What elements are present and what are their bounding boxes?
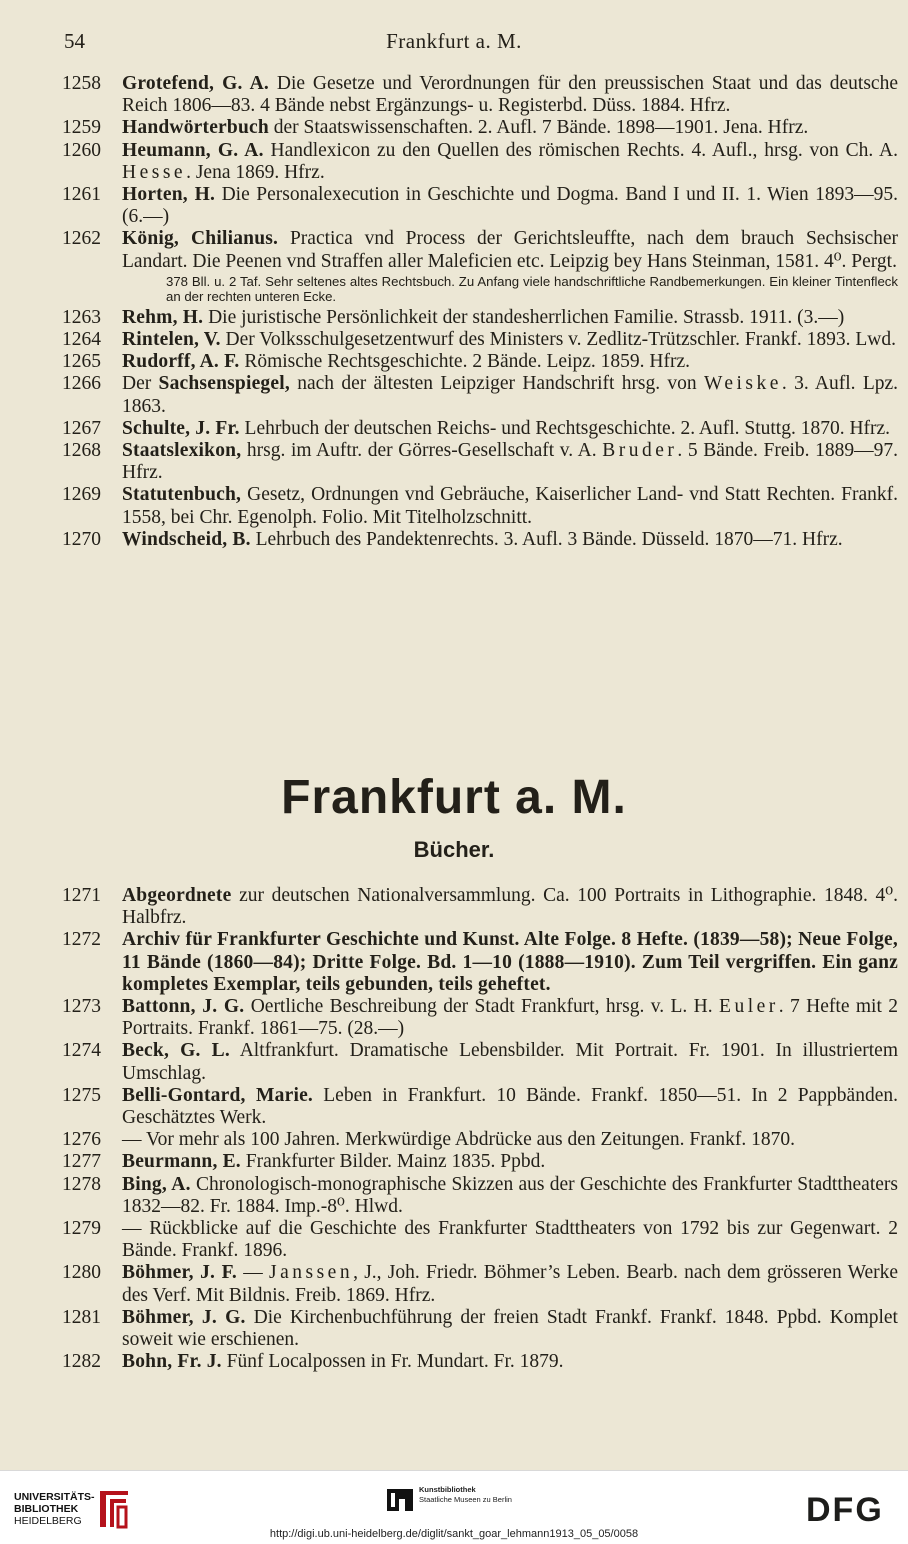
catalog-entry [58, 1174, 898, 1218]
section-subtitle: Bücher. [413, 837, 495, 862]
entry-author: Windscheid, B. [122, 528, 251, 550]
section-title: Frankfurt a. M. [281, 771, 627, 824]
entry-spaced-name: Hesse [122, 161, 187, 183]
page-number: 54 [64, 29, 85, 53]
entry-text: Leben in Frankfurt. 10 Bände. Frankf. 1850—51. In 2 Pappbänden. Geschätztes Werk. [122, 1084, 898, 1129]
catalog-entry [58, 1151, 898, 1173]
heidelberg-logo-icon [96, 1487, 132, 1531]
catalog-entry [58, 1262, 898, 1306]
page-header [0, 29, 908, 59]
entry-number: 1259 [62, 117, 101, 139]
entry-number: 1266 [62, 373, 101, 395]
catalog-entry [58, 373, 898, 417]
entry-author: Heumann, G. A. [122, 139, 264, 161]
entry-number: 1273 [62, 996, 101, 1018]
permalink-url[interactable]: http://digi.ub.uni-heidelberg.de/diglit/sankt_goar_lehmann1913_05_05/0058 [269, 1528, 639, 1540]
catalog-entry [58, 117, 898, 139]
kunstbibliothek-logo[interactable] [387, 1483, 547, 1523]
entry-text: der Staatswissenschaften. 2. Aufl. 7 Bände. 1898—1901. Jena. Hfrz. [268, 117, 809, 139]
catalog-entry [58, 484, 898, 528]
entry-number: 1278 [62, 1173, 101, 1195]
entry-number: 1280 [62, 1262, 101, 1284]
entry-text-continued: . 3. Aufl. Lpz. 1863. [122, 373, 899, 417]
university-library-name: UNIVERSITÄTS- BIBLIOTHEK HEIDELBERG [14, 1491, 95, 1527]
entry-author: Bing, A. [122, 1173, 191, 1195]
entry-text: Die juristische Persönlichkeit der standesherrlichen Familie. Strassb. 1911. (3.—) [203, 306, 845, 328]
catalog-entry [58, 307, 898, 329]
entry-text: hrsg. im Auftr. der Görres-Gesellschaft v. A. [241, 440, 603, 462]
entry-author: König, Chilianus. [122, 228, 279, 250]
entry-number: 1281 [62, 1306, 101, 1328]
entry-text: Fünf Localpossen in Fr. Mundart. Fr. 1879. [221, 1351, 564, 1373]
entry-author: Statutenbuch, [122, 484, 242, 506]
entry-author: Schulte, J. Fr. [122, 417, 240, 439]
entry-number: 1271 [62, 885, 101, 906]
entry-author: Archiv für Frankfurter Geschichte und Kunst. Alte Folge. 8 Hefte. (1839—58); Neue Folge, 11 Bände (1860—84); Dritte Folge. Bd. 1—10 (1888—1910). Zum Teil vergriffen. Ein ganz kompletes Exemplar, teils gebunden, teils geheftet. [122, 929, 898, 995]
entry-number: 1261 [62, 184, 101, 206]
entry-text: Chronologisch-monographische Skizzen aus der Geschichte des Frankfurter Stadttheaters 1832—82. Fr. 1884. Imp.-8⁰. Hlwd. [122, 1173, 898, 1217]
kunstbibliothek-name: Kunstbibliothek [419, 1485, 476, 1494]
entry-spaced-name: Weiske [703, 373, 782, 395]
entry-author: Rehm, H. [122, 306, 204, 328]
catalog-entry [58, 885, 898, 929]
entry-author: Abgeordnete [122, 885, 232, 906]
entry-number: 1260 [62, 139, 101, 161]
catalog-entry [58, 1307, 898, 1351]
entry-author: Böhmer, J. G. [122, 1306, 246, 1328]
catalog-entry [58, 329, 898, 351]
entry-text: Altfrankfurt. Dramatische Lebensbilder. Mit Portrait. Fr. 1901. In illustriertem Umschlag. [122, 1040, 898, 1084]
kunstbibliothek-icon [387, 1489, 413, 1511]
dfg-logo[interactable]: DFG [806, 1491, 884, 1529]
entry-author: Rintelen, V. [122, 329, 221, 351]
catalog-entry [58, 1129, 898, 1151]
catalog-entry [58, 929, 898, 996]
catalog-entry [58, 440, 898, 484]
entry-text: zur deutschen Nationalversammlung. Ca. 100 Portraits in Lithographie. 1848. 4⁰. Halbfrz. [122, 885, 898, 929]
entry-text: Oertliche Beschreibung der Stadt Frankfurt, hrsg. v. L. H. [244, 996, 720, 1018]
kunstbibliothek-subtitle: Staatliche Museen zu Berlin [419, 1495, 512, 1504]
entry-list-books [58, 885, 898, 1373]
entry-author: Staatslexikon, [122, 440, 242, 462]
entry-number: 1276 [62, 1129, 101, 1151]
entry-text: — Rückblicke auf die Geschichte des Frankfurter Stadttheaters von 1792 bis zur Gegenwart. 2 Bände. Frankf. 1896. [122, 1218, 898, 1262]
footer-bar [0, 1470, 908, 1544]
catalog-entry [58, 1085, 898, 1129]
catalog-entry [58, 1040, 898, 1084]
entry-author: Horten, H. [122, 184, 216, 206]
catalog-entry [58, 73, 898, 117]
entry-text: Die Gesetze und Verordnungen für den preussischen Staat und das deutsche Reich 1806—83. 4 Bände nebst Ergänzungs- u. Registerbd. Düss. 1884. Hfrz. [122, 73, 898, 117]
entry-number: 1258 [62, 73, 101, 94]
entry-text: Die Personalexecution in Geschichte und Dogma. Band I und II. 1. Wien 1893—95. (6.—) [122, 184, 899, 228]
entry-note: 378 Bll. u. 2 Taf. Sehr seltenes altes Rechtsbuch. Zu Anfang viele handschriftliche Randbemerkungen. Ein kleiner Tintenfleck an der rechten unteren Ecke. [166, 273, 898, 304]
entry-number: 1269 [62, 484, 101, 506]
entry-number: 1279 [62, 1218, 101, 1240]
university-library-logo[interactable] [14, 1487, 139, 1531]
entry-author: Belli-Gontard, Marie. [122, 1084, 313, 1106]
entry-text: Die Kirchenbuchführung der freien Stadt Frankf. Frankf. 1848. Ppbd. Komplet soweit wie erschienen. [122, 1306, 898, 1351]
entry-number: 1270 [62, 528, 101, 550]
catalog-entry [58, 228, 898, 303]
entry-text-continued: . 7 Hefte mit 2 Portraits. Frankf. 1861—75. (28.—) [122, 996, 898, 1040]
running-title: Frankfurt a. M. [386, 29, 522, 53]
entry-text: — [236, 1262, 269, 1284]
entry-text-continued: . 5 Bände. Freib. 1889—97. Hfrz. [122, 440, 899, 484]
catalog-entry [58, 996, 898, 1040]
entry-text: Lehrbuch des Pandektenrechts. 3. Aufl. 3 Bände. Düsseld. 1870—71. Hfrz. [250, 528, 843, 550]
entry-number: 1263 [62, 306, 101, 328]
entry-text: Practica vnd Process der Gerichtsleuffte, nach dem brauch Sechsischer Landart. Die Peenen vnd Straffen aller Maleficien etc. Leipzig bey Hans Steinman, 1581. 4⁰. Pergt. [122, 228, 898, 272]
entry-author: Rudorff, A. F. [122, 351, 240, 373]
entry-text: Frankfurter Bilder. Mainz 1835. Ppbd. [240, 1151, 546, 1173]
entry-spaced-name: Janssen [269, 1262, 354, 1284]
catalog-entry [58, 140, 898, 184]
catalog-entry [58, 184, 898, 228]
catalog-entry [58, 1218, 898, 1262]
entry-author: Grotefend, G. A. [122, 73, 269, 94]
entry-author: Beurmann, E. [122, 1151, 241, 1173]
entry-prefix: Der [122, 373, 159, 395]
entry-number: 1268 [62, 440, 101, 462]
entry-number: 1264 [62, 329, 101, 351]
catalog-entry [58, 418, 898, 440]
entry-text: nach der ältesten Leipziger Handschrift hrsg. von [289, 373, 704, 395]
entry-text: Gesetz, Ordnungen vnd Gebräuche, Kaiserlicher Land- vnd Statt Rechten. Frankf. 1558, bei Chr. Egenolph. Folio. Mit Titelholzschnitt. [122, 484, 898, 528]
entry-author: Handwörterbuch [122, 117, 269, 139]
entry-author: Sachsenspiegel, [158, 373, 290, 395]
entry-text: Römische Rechtsgeschichte. 2 Bände. Leipz. 1859. Hfrz. [239, 351, 691, 373]
entry-list-legal [58, 73, 898, 551]
entry-number: 1277 [62, 1151, 101, 1173]
entry-author: Böhmer, J. F. [122, 1262, 237, 1284]
catalog-entry [58, 1351, 898, 1373]
entry-number: 1262 [62, 228, 101, 250]
entry-number: 1267 [62, 417, 101, 439]
entry-text-continued: . Jena 1869. Hfrz. [186, 161, 325, 183]
entry-text: Handlexicon zu den Quellen des römischen Rechts. 4. Aufl., hrsg. von Ch. A. [263, 139, 899, 161]
entry-number: 1272 [62, 929, 101, 951]
entry-text-continued: , J., Joh. Friedr. Böhmer’s Leben. Bearb. nach dem grösseren Werke des Verf. Mit Bildnis. Freib. 1869. Hfrz. [122, 1262, 899, 1306]
entry-text: — Vor mehr als 100 Jahren. Merkwürdige Abdrücke aus den Zeitungen. Frankf. 1870. [122, 1129, 795, 1151]
entry-author: Beck, G. L. [122, 1040, 230, 1062]
entry-number: 1282 [62, 1351, 101, 1373]
catalog-entry [58, 351, 898, 373]
entry-text: Der Volksschulgesetzentwurf des Ministers v. Zedlitz-Trützschler. Frankf. 1893. Lwd. [220, 329, 897, 351]
entry-number: 1265 [62, 351, 101, 373]
catalog-entry [58, 529, 898, 551]
entry-spaced-name: Bruder [602, 440, 678, 462]
entry-number: 1275 [62, 1084, 101, 1106]
entry-author: Bohn, Fr. J. [122, 1351, 222, 1373]
entry-number: 1274 [62, 1040, 101, 1062]
entry-spaced-name: Euler [719, 996, 779, 1018]
entry-author: Battonn, J. G. [122, 996, 245, 1018]
entry-text: Lehrbuch der deutschen Reichs- und Rechtsgeschichte. 2. Aufl. Stuttg. 1870. Hfrz. [239, 417, 891, 439]
